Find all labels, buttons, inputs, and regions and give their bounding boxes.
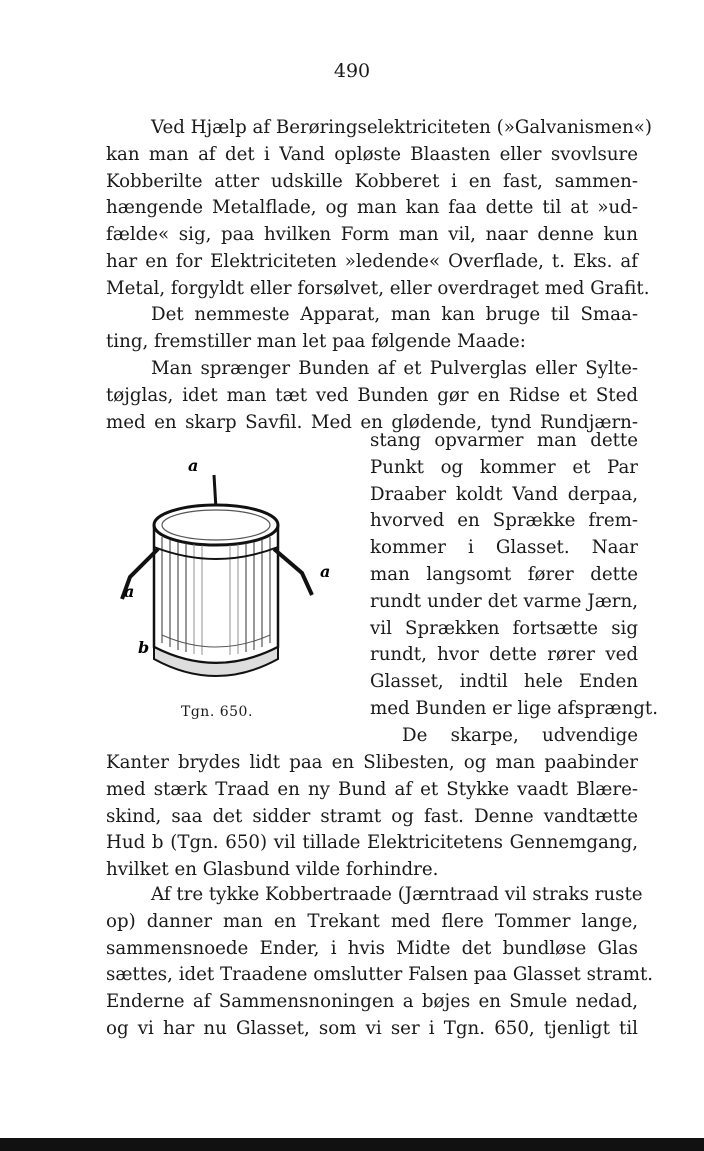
text-line: med stærk Traad en ny Bund af et Stykke vaadt Blære-	[106, 778, 638, 800]
text-line: Draaber koldt Vand derpaa,	[370, 483, 638, 505]
text-line: De skarpe, udvendige	[402, 724, 638, 746]
label-a-top: a	[188, 456, 199, 475]
text-line: Hud b (Tgn. 650) vil tillade Elektricitetens Gennemgang,	[106, 832, 638, 854]
text-line: hvorved en Sprække frem-	[370, 510, 638, 532]
text-line: kommer i Glasset. Naar	[370, 537, 638, 559]
text-line: Kanter brydes lidt paa en Slibesten, og man paabinder	[106, 752, 638, 773]
paragraph-3-side	[370, 428, 658, 750]
figure-caption: Tgn. 650.	[181, 704, 253, 720]
text-line: rundt under det varme Jærn,	[370, 590, 638, 612]
text-line: Man sprænger Bunden af et Pulverglas eller Sylte-	[151, 358, 638, 379]
glass-figure	[106, 447, 356, 737]
text-line: skind, saa det sidder stramt og fast. Denne vandtætte	[106, 805, 638, 827]
text-line: stang opvarmer man dette	[370, 430, 638, 451]
text-line: hængende Metalflade, og man kan faa dette til at »ud-	[106, 197, 638, 219]
glass-illustration	[106, 447, 356, 737]
label-a-right: a	[320, 562, 331, 581]
text-line: fælde« sig, paa hvilken Form man vil, naar denne kun	[106, 224, 638, 246]
text-line: tøjglas, idet man tæt ved Bunden gør en Ridse et Sted	[106, 384, 638, 406]
text-line: har en for Elektriciteten »ledende« Overflade, t. Eks. af	[106, 250, 638, 272]
paragraph-2	[106, 302, 638, 356]
scan-edge	[0, 1138, 704, 1151]
text-line: rundt, hvor dette rører ved	[370, 644, 638, 666]
text-line: Kobberilte atter udskille Kobberet i en fast, sammen-	[106, 170, 638, 192]
text-line: Punkt og kommer et Par	[370, 456, 638, 478]
text-line: Det nemmeste Apparat, man kan bruge til Smaa-	[151, 304, 638, 325]
paragraph-3-full	[106, 356, 638, 436]
text-line: med en skarp Savfil. Med en glødende, tynd Rundjærn-	[106, 411, 638, 433]
text-line: op) danner man en Trekant med flere Tommer lange,	[106, 910, 638, 932]
text-line: man langsomt fører dette	[370, 563, 638, 585]
page-number: 490	[333, 60, 371, 82]
text-line: vil Sprækken fortsætte sig	[370, 617, 638, 639]
label-b: b	[138, 638, 150, 657]
text-line: ting, fremstiller man let paa følgende Maade:	[106, 330, 526, 352]
text-line: Enderne af Sammensnoningen a bøjes en Smule nedad,	[106, 991, 638, 1013]
text-line: Glasset, indtil hele Enden	[370, 671, 638, 693]
paragraph-4	[106, 882, 654, 1043]
text-line: Ved Hjælp af Berøringselektriciteten (»Galvanismen«)	[151, 117, 652, 138]
text-line: og vi har nu Glasset, som vi ser i Tgn. 650, tjenligt til	[106, 1017, 638, 1039]
paragraph-1	[106, 115, 652, 303]
text-line: sættes, idet Traadene omslutter Falsen paa Glasset stramt.	[106, 964, 654, 986]
paragraph-3-rest	[106, 750, 638, 884]
label-a-left: a	[124, 582, 135, 601]
text-line: Af tre tykke Kobbertraade (Jærntraad vil straks ruste	[151, 884, 643, 905]
text-line: med Bunden er lige afsprængt.	[370, 697, 658, 719]
text-line: Metal, forgyldt eller forsølvet, eller overdraget med Grafit.	[106, 277, 650, 299]
text-line: kan man af det i Vand opløste Blaasten eller svovlsure	[106, 143, 638, 165]
text-line: hvilket en Glasbund vilde forhindre.	[106, 859, 439, 881]
text-line: sammensnoede Ender, i hvis Midte det bundløse Glas	[106, 937, 638, 959]
